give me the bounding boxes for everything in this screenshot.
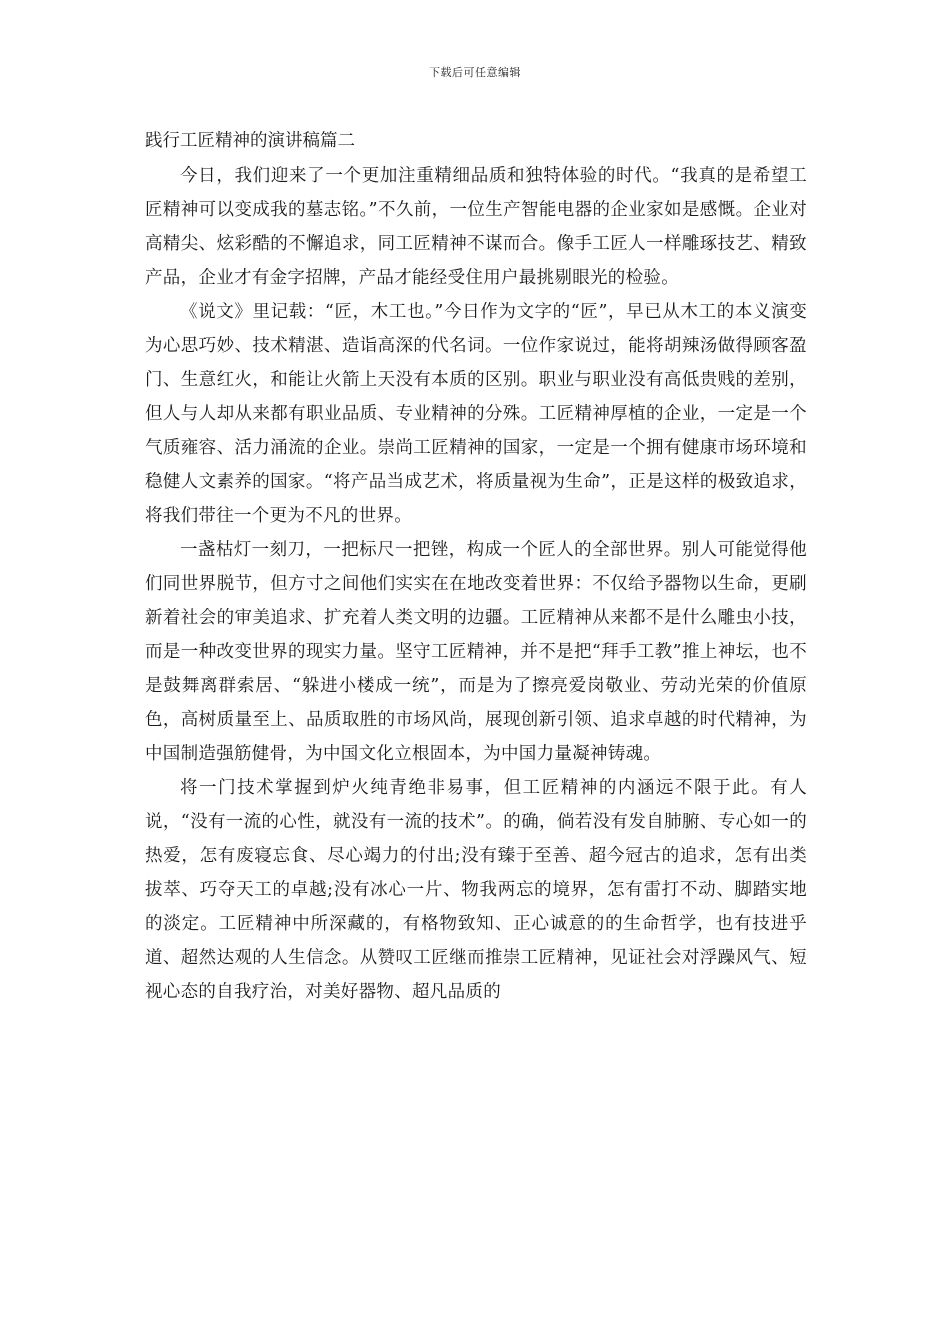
header-note: 下载后可任意编辑 bbox=[429, 66, 521, 79]
paragraph-2: 《说文》里记载：“匠，木工也。”今日作为文字的“匠”，早已从木工的本义演变为心思巧妙、技术精湛、造诣高深的代名词。一位作家说过，能将胡辣汤做得顾客盈门、生意红火，和能让火箭上天没有本质的区别。职业与职业没有高低贵贱的差别，但人与人却从来都有职业品质、专业精神的分殊。工匠精神厚植的企业，一定是一个气质雍容、活力涌流的企业。崇尚工匠精神的国家，一定是一个拥有健康市场环境和稳健人文素养的国家。“将产品当成艺术，将质量视为生命”，正是这样的极致追求，将我们带往一个更为不凡的世界。 bbox=[145, 302, 807, 526]
document-title: 践行工匠精神的演讲稿篇二 bbox=[145, 131, 355, 151]
paragraph-3: 一盏枯灯一刻刀，一把标尺一把锉，构成一个匠人的全部世界。别人可能觉得他们同世界脱节，但方寸之间他们实实在在地改变着世界：不仅给予器物以生命，更刷新着社会的审美追求、扩充着人类文明的边疆。工匠精神从来都不是什么雕虫小技，而是一种改变世界的现实力量。坚守工匠精神，并不是把“拜手工教”推上神坛，也不是鼓舞离群索居、“躲进小楼成一统”，而是为了擦亮爱岗敬业、劳动光荣的价值原色，高树质量至上、品质取胜的市场风尚，展现创新引领、追求卓越的时代精神，为中国制造强筋健骨，为中国文化立根固本，为中国力量凝神铸魂。 bbox=[145, 540, 807, 764]
document-body bbox=[145, 126, 807, 1009]
paragraph-1: 今日，我们迎来了一个更加注重精细品质和独特体验的时代。“我真的是希望工匠精神可以变成我的墓志铭。”不久前，一位生产智能电器的企业家如是感慨。企业对高精尖、炫彩酷的不懈追求，同工匠精神不谋而合。像手工匠人一样雕琢技艺、精致产品，企业才有金字招牌，产品才能经受住用户最挑剔眼光的检验。 bbox=[145, 166, 807, 288]
paragraph-4: 将一门技术掌握到炉火纯青绝非易事，但工匠精神的内涵远不限于此。有人说，“没有一流的心性，就没有一流的技术”。的确，倘若没有发自肺腑、专心如一的热爱，怎有废寝忘食、尽心竭力的付出;没有臻于至善、超今冠古的追求，怎有出类拔萃、巧夺天工的卓越;没有冰心一片、物我两忘的境界，怎有雷打不动、脚踏实地的淡定。工匠精神中所深藏的，有格物致知、正心诚意的的生命哲学，也有技进乎道、超然达观的人生信念。从赞叹工匠继而推崇工匠精神，见证社会对浮躁风气、短视心态的自我疗治，对美好器物、超凡品质的 bbox=[145, 778, 807, 1002]
